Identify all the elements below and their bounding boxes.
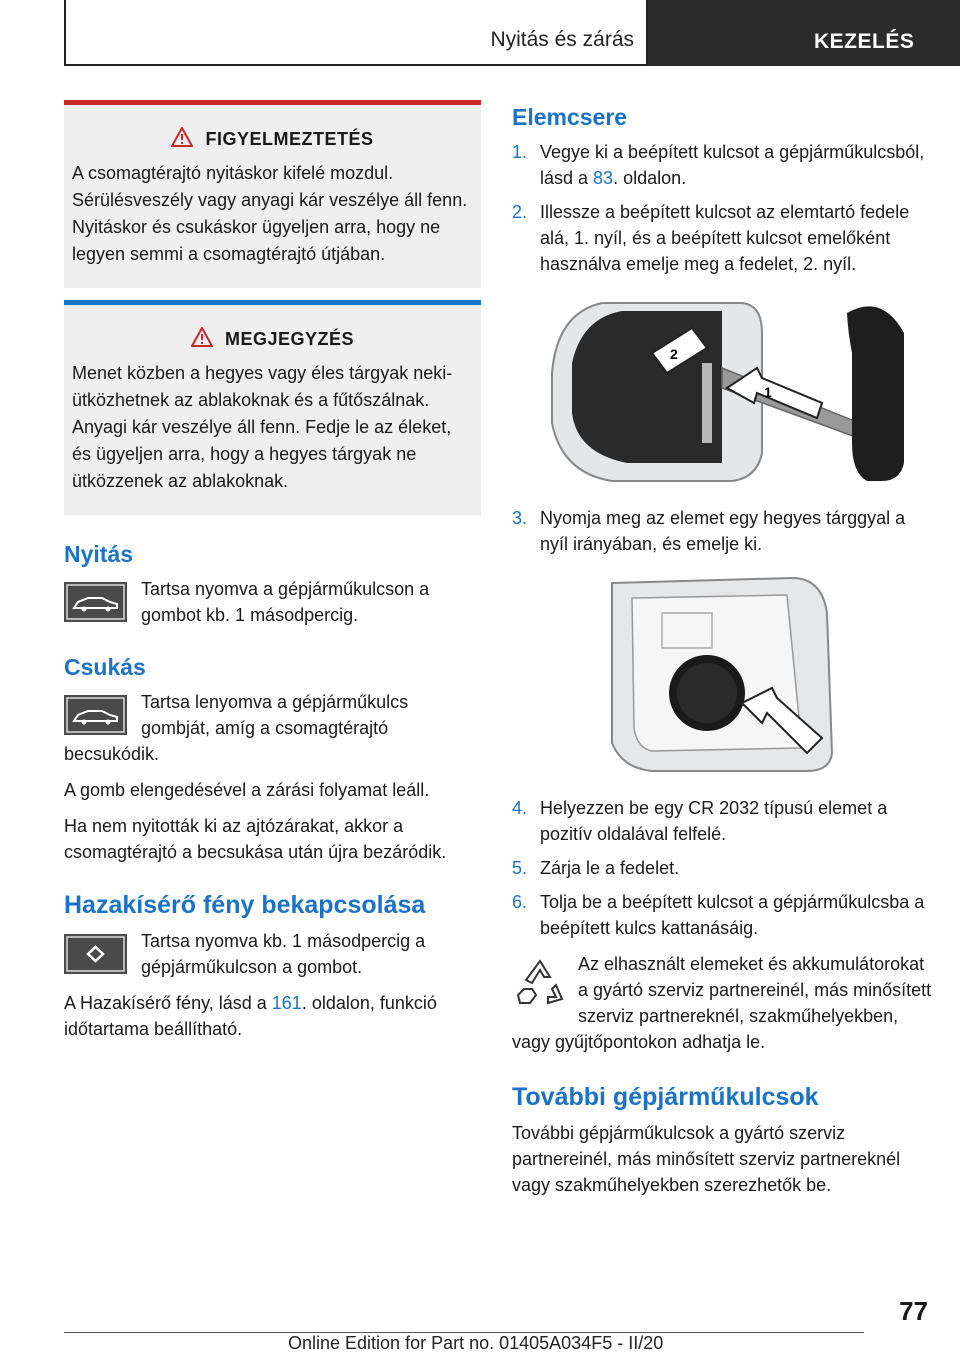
- arrow-label-2: 2: [670, 346, 678, 362]
- note-triangle-icon: [191, 327, 213, 352]
- recycle-note: [512, 951, 932, 1055]
- closing-instruction: [64, 689, 481, 767]
- left-column: [64, 100, 481, 1042]
- recycle-text: Az elhasznált elemeket és akkumulátorokat a gyártó szerviz partnereinél, más minősített szerviz partnereknél, szakműhelyekben, vagy gyűjtőpontokon adhatja le.: [512, 954, 932, 1052]
- warning-box: [64, 100, 481, 288]
- battery-steps-final: [512, 795, 932, 941]
- chapter-tab: KEZELÉS: [648, 0, 960, 66]
- step-6: 6. Tolja be a beépített kulcsot a gépjárműkulcsba a beépített kulcs kattanásáig.: [512, 892, 925, 938]
- closing-para-1: A gomb elengedésével a zárási folyamat leáll.: [64, 780, 430, 800]
- closing-para-2: Ha nem nyitották ki az ajtózárakat, akkor a csomagtérajtó a becsukása után újra bezáródik.: [64, 816, 447, 862]
- warning-header: [72, 127, 473, 152]
- closing-text: Tartsa lenyomva a gépjárműkulcs gombját, amíg a csomagtérajtó becsukódik.: [64, 692, 409, 764]
- step-5: 5. Zárja le a fedelet.: [512, 858, 680, 878]
- welcome-light-note: A Hazakísérő fény, lásd a 161. oldalon, funkció időtartama beállítható.: [64, 993, 437, 1039]
- page-link-83[interactable]: 83: [593, 168, 614, 188]
- page-number: 77: [899, 1296, 928, 1326]
- step-2: 2. Illessze a beépített kulcsot az elemtartó fedele alá, 1. nyíl, és a beépített kulcsot emelőként használva emelje meg a fedelet, 2. nyíl.: [512, 202, 910, 274]
- note-box: [64, 300, 481, 515]
- note-title: MEGJEGYZÉS: [224, 329, 355, 349]
- edition-footer: Online Edition for Part no. 01405A034F5 - II/20: [288, 1333, 664, 1353]
- step-3: 3. Nyomja meg az elemet egy hegyes tárggyal a nyíl irányában, és emelje ki.: [512, 508, 906, 554]
- battery-steps-cont: [512, 505, 932, 557]
- section-tab: [64, 0, 648, 66]
- section-title: Nyitás és zárás: [490, 28, 634, 51]
- note-header: [72, 327, 473, 352]
- battery-heading: Elemcsere: [512, 104, 628, 130]
- extra-keys-text: További gépjárműkulcsok a gyártó szerviz partnereinél, más minősített szerviz partnereknél vagy szakműhelyekben szerezhetők be.: [512, 1123, 901, 1195]
- battery-steps: [512, 139, 932, 277]
- opening-heading: Nyitás: [64, 541, 134, 567]
- step-4: 4. Helyezzen be egy CR 2032 típusú elemet a pozitív oldalával felfelé.: [512, 798, 888, 844]
- opening-instruction: [64, 576, 481, 628]
- warning-triangle-icon: [171, 127, 193, 152]
- battery-holder-figure: [512, 573, 932, 773]
- warning-title: FIGYELMEZTETÉS: [205, 129, 374, 149]
- note-text: Menet közben a hegyes vagy éles tárgyak nekiütközhetnek az ablakoknak és a fűtőszálnak. Anyagi kár veszélye áll fenn. Fedje le az éleket, és ügyeljen arra, hogy a hegyes tárgyak ne ütközzenek az ablakoknak.: [72, 363, 453, 491]
- arrow-label-1: 1: [764, 384, 772, 400]
- welcome-light-text: Tartsa nyomva kb. 1 másodpercig a gépjárműkulcson a gombot.: [141, 931, 426, 977]
- step-1: 1. Vegye ki a beépített kulcsot a gépjárműkulcsból, lásd a 83. oldalon.: [512, 142, 925, 188]
- warning-text: A csomagtérajtó nyitáskor kifelé mozdul. Sérülésveszély vagy anyagi kár veszélye áll fenn. Nyitáskor és csukáskor ügyeljen arra, hogy ne legyen semmi a csomagtérajtó útjában.: [72, 163, 468, 264]
- welcome-light-heading: Hazakísérő fény bekapcsolása: [64, 891, 426, 919]
- recycle-icon: [512, 955, 568, 1011]
- page-link-161[interactable]: 161: [271, 993, 302, 1013]
- key-cover-figure: [512, 293, 932, 483]
- closing-heading: Csukás: [64, 654, 146, 680]
- extra-keys-heading: További gépjárműkulcsok: [512, 1083, 819, 1111]
- page-header: [64, 0, 960, 66]
- car-trunk-open-icon: [64, 582, 127, 622]
- car-trunk-close-icon: [64, 695, 127, 735]
- welcome-light-instruction: [64, 928, 481, 980]
- opening-text: Tartsa nyomva a gépjárműkulcson a gombot kb. 1 másodpercig.: [141, 579, 430, 625]
- right-column: [512, 100, 932, 1198]
- light-button-icon: [64, 934, 127, 974]
